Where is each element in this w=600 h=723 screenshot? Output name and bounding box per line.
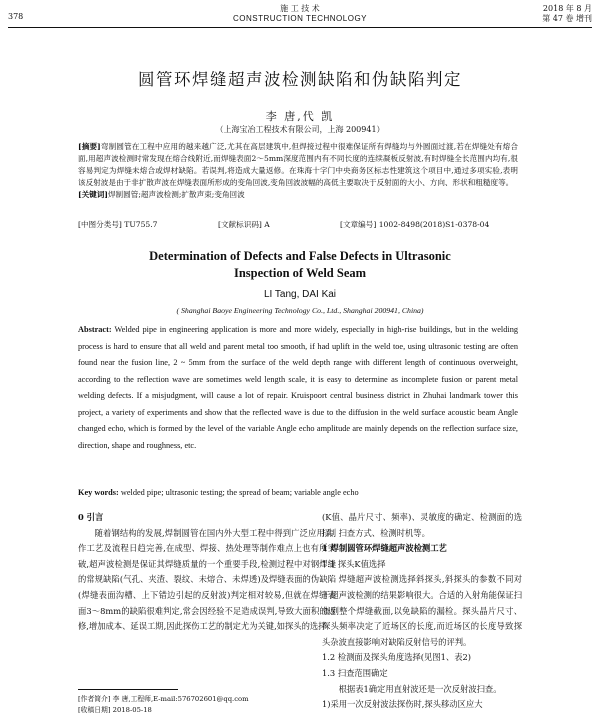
authors-en: LI Tang, DAI Kai — [263, 289, 337, 300]
right-column-continuation: (K值、晶片尺寸、频率)、灵敏度的确定、检测面的选择、扫查方式、检测时机等。 — [322, 512, 522, 538]
section-1-1-title: 1.1 探头K值选择 — [322, 558, 386, 569]
keywords-en-text: welded pipe; ultrasonic testing; the spread of beam; variable angle echo — [120, 488, 359, 497]
abstract-zh-label: [摘要] — [78, 142, 101, 151]
section-1-2-title: 1.2 检测面及探头角度选择(见图1、表2) — [322, 652, 472, 663]
abstract-en-label: Abstract: — [78, 325, 112, 334]
affiliation-zh: （上海宝冶工程技术有限公司，上海 200941） — [215, 125, 385, 134]
section-1-3-text2: 1)采用一次反射波法探伤时,探头移动区应大 — [322, 699, 483, 710]
running-header — [8, 4, 592, 26]
keywords-zh-label: [关键词] — [78, 190, 108, 199]
title-zh: 圆管环焊缝超声波检测缺陷和伪缺陷判定 — [138, 70, 462, 89]
keywords-zh-text: 焊制圆管;超声波检测;扩散声束;变角回波 — [107, 190, 245, 199]
journal-name-en: CONSTRUCTION TECHNOLOGY — [232, 14, 368, 23]
issue-info — [542, 4, 592, 24]
keywords-en-label: Key words: — [78, 488, 119, 497]
abstract-zh — [78, 141, 518, 201]
clc-number: [中图分类号] TU755.7 — [78, 220, 158, 229]
issue-volume: 第 47 卷 增刊 — [542, 14, 592, 23]
footnote-received: [收稿日期] 2018-05-18 — [78, 706, 152, 714]
authors-zh: 李 唐,代 凯 — [265, 110, 335, 123]
section-1-3-text1: 根据表1确定用直射波还是一次反射波扫查。 — [338, 683, 502, 694]
body-left-column — [78, 510, 336, 635]
abstract-zh-text: 弯制圆管在工程中应用的越来越广泛,尤其在高层建筑中,但焊接过程中很难保证所有焊缝均与外圆面过渡,若在焊缝处有熔合面,用超声波检测时常发现在熔合线附近,而焊缝表面2～5mm深度范围内有不同长度的连续凝板反射波,有时焊缝全长范围内均有,很容易判定为焊缝未熔合或焊材缺陷。若误判,将造成大量返修。在珠海十字门中央商务区标志性建筑这个项目中,通过多项实验,表明该反射波是由于非扩散声波在焊缝表面所形成的变角回波,变角回波波幅的高低主要取决于反射面的大小、方向、形状和粗糙度等。 — [78, 142, 518, 187]
section-1-title: 1 焊制圆管环焊缝超声波检测工艺 — [322, 543, 447, 554]
section-0-text: 随着钢结构的发展,焊制圆管在国内外大型工程中得到广泛应用,制作工艺及流程日趋完善,在成型、焊接、热处理等制作难点上也有所突破,超声波检测是保证其焊缝质量的一个重要手段,检测过程中对钢焊缝的常规缺陷(气孔、夹渣、裂纹、未熔合、未焊透)及焊缝表面的伪缺陷(焊缝表面沟槽、上下错边引起的反射波)判定相对较易,但就在焊缝表面3～8mm的缺陷很难判定,常会因经验不足造成误判,导致大面积的返修,增加成本、延误工期,因此探伤工艺的制定尤为关键,如探头的选择 — [78, 527, 336, 632]
title-en-line1: Determination of Defects and False Defects in Ultrasonic — [149, 249, 451, 263]
title-en-line2: Inspection of Weld Seam — [233, 266, 367, 280]
body-right-column — [322, 510, 522, 713]
article-number: [文章编号] 1002-8498(2018)S1-0378-04 — [340, 220, 490, 229]
keywords-en — [78, 488, 518, 497]
header-rule — [8, 27, 592, 28]
section-1-3-title: 1.3 扫查范围确定 — [322, 667, 388, 678]
title-en — [0, 248, 600, 282]
document-code: [文献标识码] A — [218, 220, 270, 229]
footnote-rule — [78, 689, 178, 690]
abstract-en — [78, 322, 518, 454]
affiliation-en: ( Shanghai Baoye Engineering Technology Co., Ltd., Shanghai 200941, China) — [176, 306, 424, 315]
section-0-title: 0 引言 — [78, 512, 104, 522]
journal-name-zh: 施 工 技 术 — [280, 4, 320, 13]
section-1-1-text: 焊缝超声波检测选择斜探头,斜探头的参数不同对于超声波检测的结果影响很大。合适的入射角能保证扫查到整个焊缝截面,以免缺陷的漏检。探头晶片尺寸、探头频率决定了近场区的长度,而近场区的长度导致探头杂波直接影响对缺陷反射信号的评判。 — [322, 574, 522, 647]
journal-name — [8, 4, 592, 24]
issue-date: 2018 年 8 月 — [542, 4, 592, 13]
footnote-author: [作者简介] 李 唐,工程师,E-mail:576702601@qq.com — [78, 695, 249, 703]
page-number: 378 — [8, 12, 24, 21]
abstract-en-text: Welded pipe in engineering application is more and more widely, especially in high-rise buildings, but in the welding process is hard to ensure that all weld and parent metal too smooth, if had uplift in the weld toe, using ultrasonic testing are often found near the fusion line, 2 ~ 5mm from the surface of the weld depth range with different length of continuous overweight, according to the reflection wave are sometimes weld length scale, it is easy to determine as incomplete fusion or parent metal welding defects. If a misjudgment, will cause a lot of repair. Kruispoort central business district in Zhuhai landmark tower this project, a variety of experiments and show that the reflected wave is due to the diffusion in the weld surface acoustic beam Angle changed echo, which is formed by the level of the variable Angle echo amplitude are mainly depends on the reflection surface size, direction, shape and roughness, etc. — [78, 325, 518, 450]
